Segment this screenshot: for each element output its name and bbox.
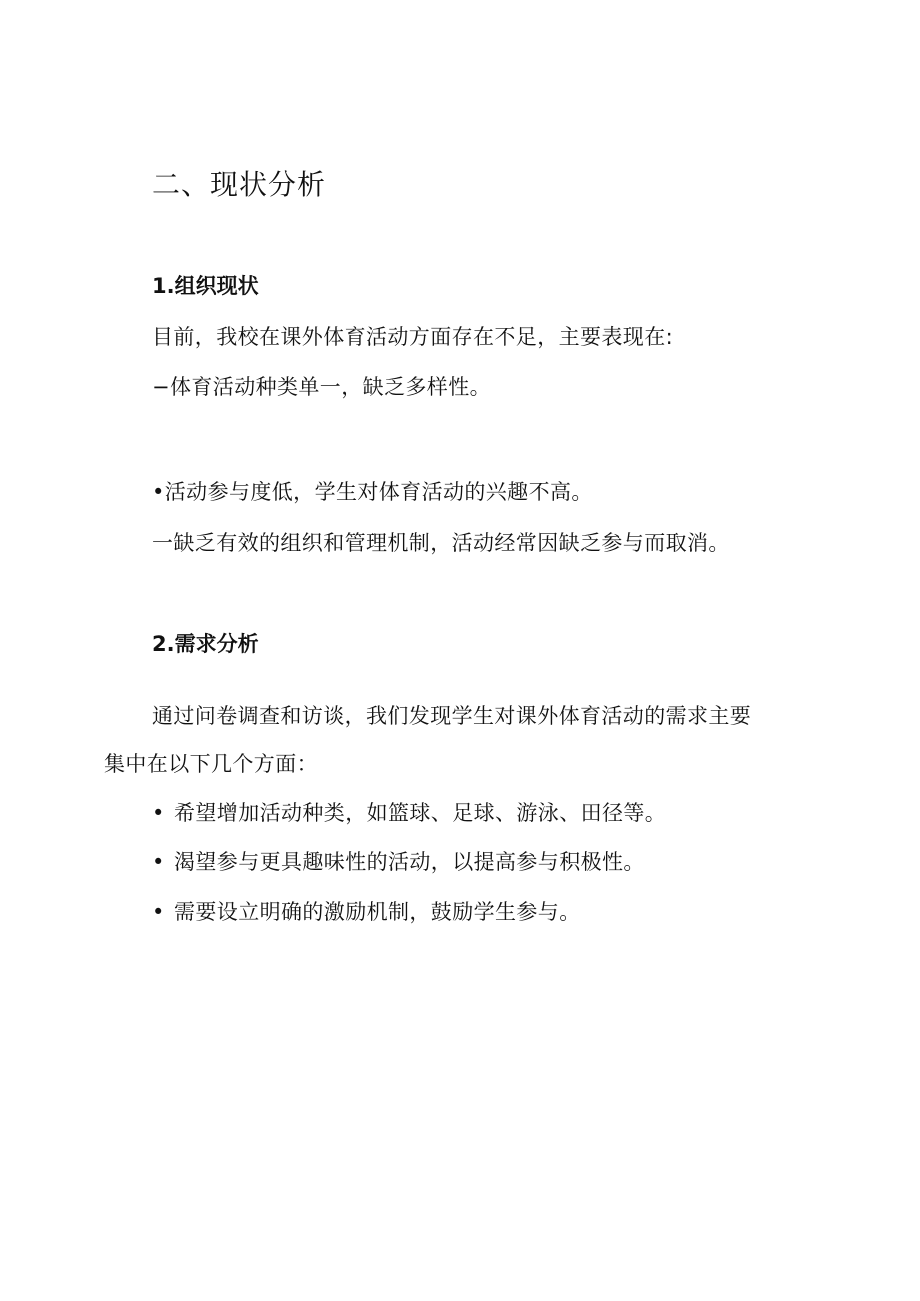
bullet-icon: •	[152, 900, 165, 924]
needs-list-item	[152, 852, 645, 873]
bullet-icon: •	[152, 850, 165, 874]
bullet-icon: •	[152, 801, 165, 825]
section-title: 二、现状分析	[152, 168, 327, 201]
needs-item-text: 希望增加活动种类，如篮球、足球、游泳、田径等。	[174, 801, 667, 825]
org-item-3: 一缺乏有效的组织和管理机制，活动经常因缺乏参与而取消。	[152, 531, 730, 555]
needs-intro-line1: 通过问卷调查和访谈，我们发现学生对课外体育活动的需求主要	[152, 704, 752, 728]
org-intro: 目前，我校在课外体育活动方面存在不足，主要表现在:	[152, 325, 674, 349]
needs-list-item	[152, 902, 581, 923]
needs-heading: 2.需求分析	[152, 632, 259, 656]
needs-list-item	[152, 803, 666, 824]
org-item-2: •活动参与度低，学生对体育活动的兴趣不高。	[152, 480, 593, 504]
needs-item-text: 渴望参与更具趣味性的活动，以提高参与积极性。	[174, 850, 645, 874]
org-item-1: −体育活动种类单一，缺乏多样性。	[152, 375, 491, 399]
needs-intro-line2: 集中在以下几个方面：	[104, 752, 318, 776]
org-heading: 1.组织现状	[152, 274, 259, 298]
needs-item-text: 需要设立明确的激励机制，鼓励学生参与。	[174, 900, 581, 924]
